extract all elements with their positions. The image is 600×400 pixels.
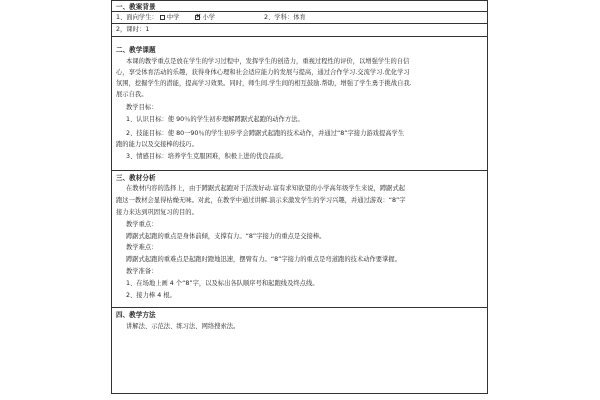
difficulties-text: 蹲踞式起跑的重难点是起跑时蹬地迅速，摆臂有力。“8”字接力的重点是弯道跑的技术动作要掌握。 <box>126 256 401 263</box>
primary-school-label: 小学 <box>202 14 216 21</box>
goals-heading: 教学目标： <box>126 104 158 111</box>
goal-cognitive: 1、认识目标：使 90％的学生初步理解蹲踞式起跑的动作方法。 <box>126 116 304 123</box>
primary-school-checkbox[interactable] <box>195 15 200 20</box>
preparation-item-2: 2、接力棒 4 根。 <box>126 292 176 299</box>
methods-text: 讲解法、示范法、练习法、网络搜索法。 <box>126 323 240 330</box>
divider <box>112 11 487 12</box>
analysis-line: 接力来达到巩固复习的目的。 <box>116 209 198 216</box>
intro-line-4: 展示自我。 <box>116 91 148 98</box>
middle-school-checkbox[interactable] <box>160 15 165 20</box>
preparation-heading: 教学准备： <box>126 268 158 275</box>
divider <box>112 23 487 24</box>
key-points-heading: 教学重点： <box>126 221 158 228</box>
section-title: 四、教学方法 <box>116 311 156 319</box>
analysis-line: 跑这一教材会显得枯燥无味。对此，在教学中通过讲解.演示来激发学生的学习兴趣，并通过游戏：“8”字 <box>116 197 406 204</box>
intro-line-2: 心，享受体育活动的乐趣，获得身体心理和社会适应能力的发展与提高，通过合作学习.交流学习.优化学习 <box>116 69 410 76</box>
section-methods <box>112 308 487 395</box>
subject-label: 2、学科：体育 <box>264 14 306 21</box>
middle-school-label: 中学 <box>166 14 180 21</box>
difficulties-heading: 教学难点： <box>126 244 158 251</box>
analysis-line: 在教材内容的选择上，由于蹲踞式起跑对于活泼好动.富有求知欲望的小学高年级学生来说，蹲踞式起 <box>126 185 406 192</box>
section-title: 二、教学课题 <box>116 46 156 54</box>
goal-skill-line-1: 2、技能目标：使 80一90％的学生初步学会蹲踞式起跑的技术动作，并通过“8”字接力游戏提高学生 <box>126 130 405 137</box>
student-level-label: 1、面向学生： <box>116 14 158 21</box>
preparation-item-1: 1、在场地上画 4 个“8”字，以及标出各队顺序号和起跑线及终点线。 <box>126 280 319 287</box>
section-title: 三、教材分析 <box>116 174 156 182</box>
section-analysis <box>112 171 487 308</box>
section-background <box>112 1 487 37</box>
intro-line-3: 氛围，挖掘学生的潜能，提高学习效果。同时，师生间.学生间的相互鼓励.帮助，增强了学生勇于挑战自我. <box>116 80 412 87</box>
key-points-text: 蹲踞式起跑的重点是身体前倾，支撑有力。“8”字接力的重点是交接棒。 <box>126 233 326 240</box>
student-level-row <box>116 13 215 22</box>
section-title: 一、教案背景 <box>116 3 156 11</box>
lesson-plan-table <box>111 0 488 394</box>
class-hours-label: 2，课时：1 <box>116 26 150 33</box>
goal-skill-line-2: 跑的能力以及交接棒的技巧。 <box>116 141 198 148</box>
goal-affective: 3、情感目标：培养学生克服困难，积极上进的优良品质。 <box>126 153 288 160</box>
intro-line-1: 本课的教学重点是放在学生的学习过程中，发挥学生的创造力，重视过程性的评价，以增强学生的自信 <box>126 58 410 65</box>
section-topic <box>112 37 487 171</box>
